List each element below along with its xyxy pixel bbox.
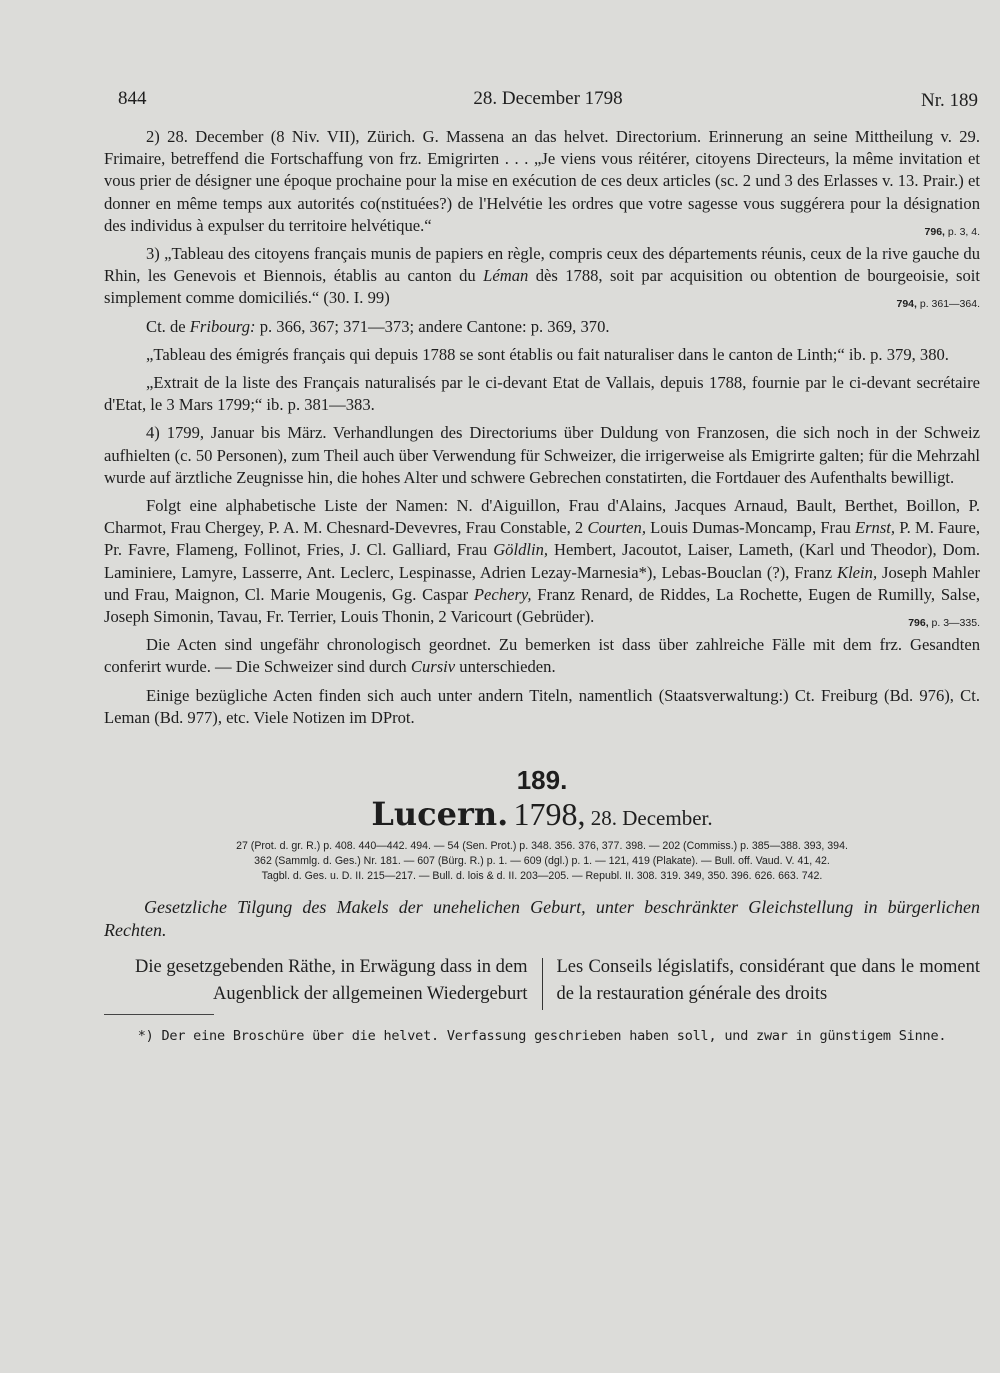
italic-text: Göldlin, xyxy=(493,540,549,560)
paragraph-text: Folgt eine alphabetische Liste der Namen: N. d'Aiguillon, Frau d'Alains, Jacques Arnaud, Bault, Berthet, Boillon, P. Charmot, Frau Chergey, P. A. M. Chesnard-Devevres, Frau Constable, 2 xyxy=(104,496,980,538)
italic-text: Klein, xyxy=(837,562,878,582)
section-city: Lucern. xyxy=(371,795,509,834)
paragraph-text: Franz Renard, de Riddes, La Rochette, Eugen de Rumilly, Salse, Joseph Simonin, Tavau, Fr. Terrier, Louis Thonin, 2 Varicourt (Gebrüder). xyxy=(104,584,980,627)
paragraph-7: 4) 1799, Januar bis März. Verhandlungen des Directoriums über Duldung von Franzosen, die sich noch in der Schweiz aufhielten (c. 50 Personen), zum Theil auch über Verwendung für Schweizer, die irrigerweise als Emigrirte galten; für die Mehrzahl wurde auf ärztliche Zeugnisse hin, die hohes Alter und schwere Gebrechen constatirten, die Fortdauer des Aufenthalts bewilligt. xyxy=(104,423,980,487)
page-header xyxy=(118,88,978,116)
paragraph-6: „Extrait de la liste des Français naturalisés par le ci-devant Etat de Vallais, depuis 1788, fournie par le ci-devant secrétaire d'Etat, le 3 Mars 1799;“ ib. p. 381—383. xyxy=(104,373,980,415)
ref-volume: 796, xyxy=(924,225,945,238)
paragraph-5: „Tableau des émigrés français qui depuis 1788 se sont établis ou fait naturaliser dans le canton de Linth;“ ib. p. 379, 380. xyxy=(146,344,949,364)
paragraph-text: 3) „Tableau des citoyens français munis de papiers en règle, compris ceux des départements réunis, ceux de la rive gauche du Rhin, les Genevois et Biennois, établis au canton du xyxy=(104,244,980,286)
section-subject: Gesetzliche Tilgung des Makels der unehelichen Geburt, unter beschränkter Gleichstellung in bürgerlichen Rechten. xyxy=(104,897,980,941)
source-line: 362 (Sammlg. d. Ges.) Nr. 181. — 607 (Bürg. R.) p. 1. — 609 (dgl.) p. 1. — 121, 419 (Plakate). — Bull. off. Vaud. V. 41, 42. xyxy=(254,855,830,868)
source-line: Tagbl. d. Ges. u. D. II. 215—217. — Bull. d. lois & d. II. 203—205. — Republ. II. 308. 319. 349, 350. 396. 626. 663. 742. xyxy=(261,870,823,883)
ref-volume: 796, xyxy=(908,617,929,630)
archive-reference xyxy=(855,293,981,315)
footnote: *) Der eine Broschüre über die helvet. Verfassung geschrieben haben soll, und zwar in günstigem Sinne. xyxy=(137,1028,947,1045)
german-column: Die gesetzgebenden Räthe, in Erwägung dass in dem Augenblick der allgemeinen Wiedergeburt xyxy=(135,957,528,1005)
italic-text: Cursiv xyxy=(410,657,456,677)
italic-text: Fribourg: xyxy=(189,316,256,336)
ref-pages: p. 361—364. xyxy=(919,298,980,311)
paragraph-9 xyxy=(104,634,980,678)
ref-pages: p. 3, 4. xyxy=(947,225,980,238)
footnote-rule xyxy=(104,1014,214,1015)
paragraph-text: dès 1788, soit par acquisition ou obtention de bourgeoisie, soit simplement comme domiciliés.“ (30. I. 99) xyxy=(104,266,980,308)
page-body xyxy=(104,126,980,1048)
italic-text: Léman xyxy=(483,266,529,286)
paragraph-2 xyxy=(104,126,980,237)
document-number: Nr. 189 xyxy=(921,90,978,111)
paragraph-text: Hembert, Jacoutot, Laiser, Lameth, (Karl und Theodor), Dom. Laminiere, Lamyre, Lasserre, Ant. Leclerc, Lespinasse, Adrien Lezay-Marnesia*), Lebas-Bouclan (?), Franz xyxy=(104,540,980,582)
paragraph-text: Louis Dumas-Moncamp, Frau xyxy=(645,518,855,538)
italic-text: Courten, xyxy=(587,518,646,538)
italic-text: Ernst, xyxy=(854,518,896,538)
sources-list xyxy=(104,839,980,884)
paragraph-text: P. M. Faure, Pr. Favre, Flameng, Follinot, Fries, J. Cl. Galliard, Frau xyxy=(104,518,980,560)
section-number: 189. xyxy=(516,765,568,796)
paragraph-text: Joseph Mahler und Frau, Maignon, Cl. Marie Mougenis, Gg. Caspar xyxy=(104,562,980,604)
section-title xyxy=(104,795,980,834)
header-date: 28. December 1798 xyxy=(473,88,623,109)
paragraph-4 xyxy=(104,316,980,338)
paragraph-8 xyxy=(104,495,980,628)
paragraph-text: 2) 28. December (8 Niv. VII), Zürich. G. Massena an das helvet. Directorium. Erinnerung an seine Mittheilung v. 29. Frimaire, betreffend die Fortschaffung von frz. Emigrirten . . . „Je viens vous réitérer, citoyens Directeurs, la même invitation et vous prier de désigner une époque prochaine pour la mise en exécution de ces deux articles (sc. 2 und 3 des Erlasses v. 13. Prair.) et donner en même temps aux autorités co(nstituées?) de l'Helvétie les ordres que votre sagesse vous suggérera pour la désignation des individus à expulser du territoire helvétique.“ xyxy=(104,127,980,235)
paragraph-10: Einige bezügliche Acten finden sich auch unter andern Titeln, namentlich (Staatsverwaltung:) Ct. Freiburg (Bd. 976), Ct. Leman (Bd. 977), etc. Viele Notizen im DProt. xyxy=(104,685,980,727)
paragraph-text: p. 366, 367; 371—373; andere Cantone: p. 369, 370. xyxy=(255,316,610,336)
paragraph-text: unterschieden. xyxy=(455,657,556,677)
paragraph-text: Ct. de xyxy=(146,316,190,336)
bilingual-columns xyxy=(104,954,980,1010)
archive-reference xyxy=(883,221,980,243)
ref-volume: 794, xyxy=(896,298,917,311)
ref-pages: p. 3—335. xyxy=(931,617,980,630)
section-year: 1798, xyxy=(513,796,586,833)
paragraph-3 xyxy=(104,243,980,310)
paragraph-text: Die Acten sind ungefähr chronologisch geordnet. Zu bemerken ist dass über zahlreiche Fälle mit dem frz. Gesandten conferirt wurde. — Die Schweizer sind durch xyxy=(104,635,980,677)
archive-reference xyxy=(866,612,980,634)
section-date: 28. December. xyxy=(590,806,713,831)
source-line: 27 (Prot. d. gr. R.) p. 408. 440—442. 494. — 54 (Sen. Prot.) p. 348. 356. 376, 377. 398. — 202 (Commiss.) p. 385—388. 393, 394. xyxy=(236,840,848,853)
french-column: Les Conseils législatifs, considérant que dans le moment de la restauration générale des droits xyxy=(556,957,980,1005)
italic-text: Pechery, xyxy=(473,584,532,604)
page-number: 844 xyxy=(118,88,147,109)
